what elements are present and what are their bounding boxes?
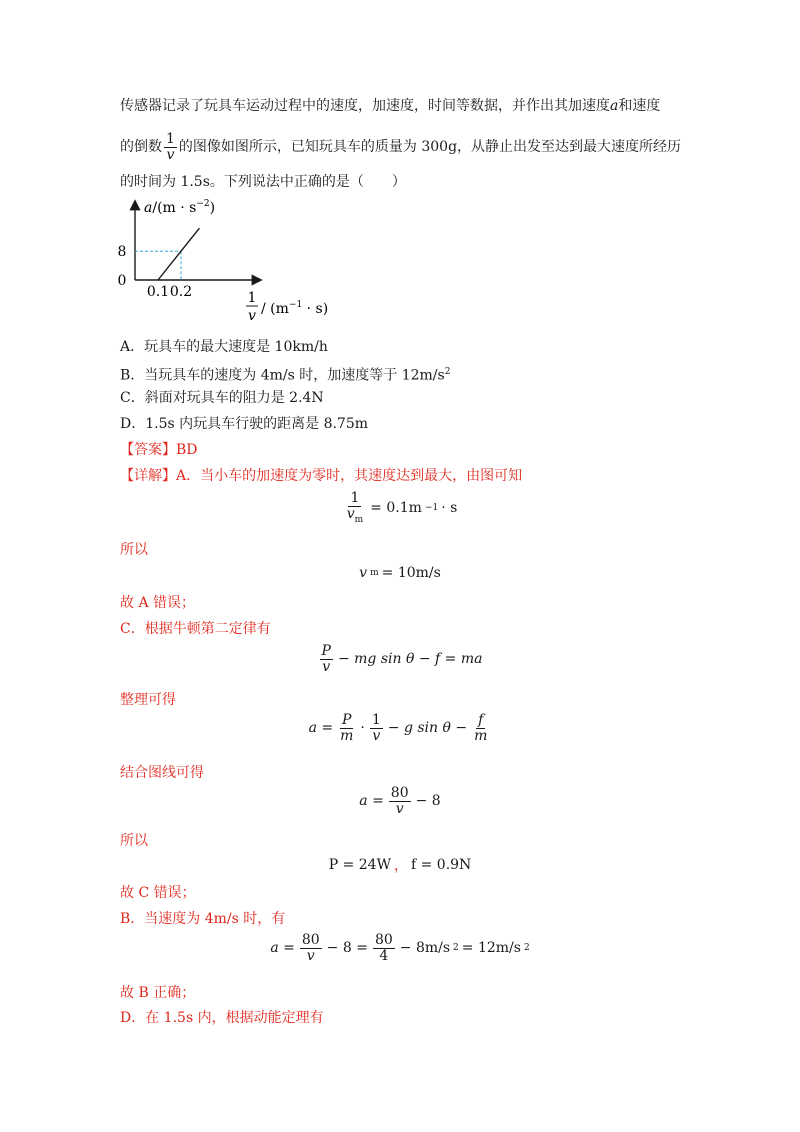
conclusion-b: 故 B 正确； (120, 985, 196, 1001)
equation-2: v m = 10m/s (359, 565, 441, 581)
b-intro: B．当速度为 4m/s 时，有 (120, 911, 286, 927)
equation-1: $\frac{1}{v_m}$ = 0.1m −1 · s (346, 490, 458, 525)
so-2: 所以 (120, 833, 148, 849)
x-tick-label: 0.1 (146, 284, 170, 300)
option-b: B．当玩具车的速度为 4m/s 时，加速度等于 $12m/s^2$ (120, 367, 451, 384)
so-1: 所以 (120, 542, 148, 558)
conclusion-a: 故 A 错误； (120, 595, 196, 611)
equation-3: $\frac{P}{v}$ − mg sin θ − f = ma (321, 643, 483, 675)
question-line-3: 的时间为 1.5s。下列说法中正确的是（ ） (120, 174, 406, 190)
question-line-1: 传感器记录了玩具车运动过程中的速度，加速度，时间等数据，并作出其加速度a和速度 (120, 98, 661, 114)
origin-label: 0 (117, 273, 127, 289)
equation-6: P = 24W ， f = 0.9N (328, 857, 472, 874)
equation-4: a = $\frac{P}{m}$ · $\frac{1}{v}$ − g sin θ − $\frac{f}{m}$ (308, 712, 488, 744)
combine-label: 结合图线可得 (120, 765, 204, 781)
x-tick-label: 0.2 (169, 284, 193, 300)
y-axis-label: $a/(m \cdot s^{-2})$ (144, 199, 216, 216)
explain-intro: 【详解】A．当小车的加速度为零时，其速度达到最大，由图可知 (120, 468, 523, 484)
svg-text:1: 1 (247, 290, 257, 306)
y-tick-label: 8 (117, 244, 127, 261)
answer: 【答案】BD (120, 442, 198, 458)
conclusion-c: 故 C 错误； (120, 885, 196, 901)
option-a: A．玩具车的最大速度是 10km/h (120, 339, 328, 355)
series-line (158, 228, 199, 280)
acceleration-reciprocal-velocity-chart (110, 195, 350, 325)
equation-5: a = $\frac{80}{v}$ − 8 (359, 785, 441, 817)
arrange-label: 整理可得 (120, 692, 176, 708)
equation-7: a = $\frac{80}{v}$ − 8 = $\frac{80}{4}$ − 8m/s 2 = 12m/s 2 (270, 932, 530, 964)
d-intro: D．在 1.5s 内，根据动能定理有 (120, 1010, 324, 1026)
option-c: C．斜面对玩具车的阻力是 2.4N (120, 390, 324, 406)
x-axis-label (246, 290, 328, 324)
reciprocal-v-fraction: $\frac{1}{v}$ (166, 131, 175, 163)
svg-text:v: v (248, 308, 256, 324)
option-d: D．1.5s 内玩具车行驶的距离是 8.75m (120, 416, 369, 432)
c-intro: C．根据牛顿第二定律有 (120, 621, 271, 637)
svg-text:/ (m−1 · s): / $(m^{-1} \cdot s)$ (261, 300, 329, 317)
question-line-2: 的倒数 $\frac{1}{v}$ 的图像如图所示，已知玩具车的质量为 300g，从静止出发至达到最大速度所经历 (120, 131, 682, 163)
